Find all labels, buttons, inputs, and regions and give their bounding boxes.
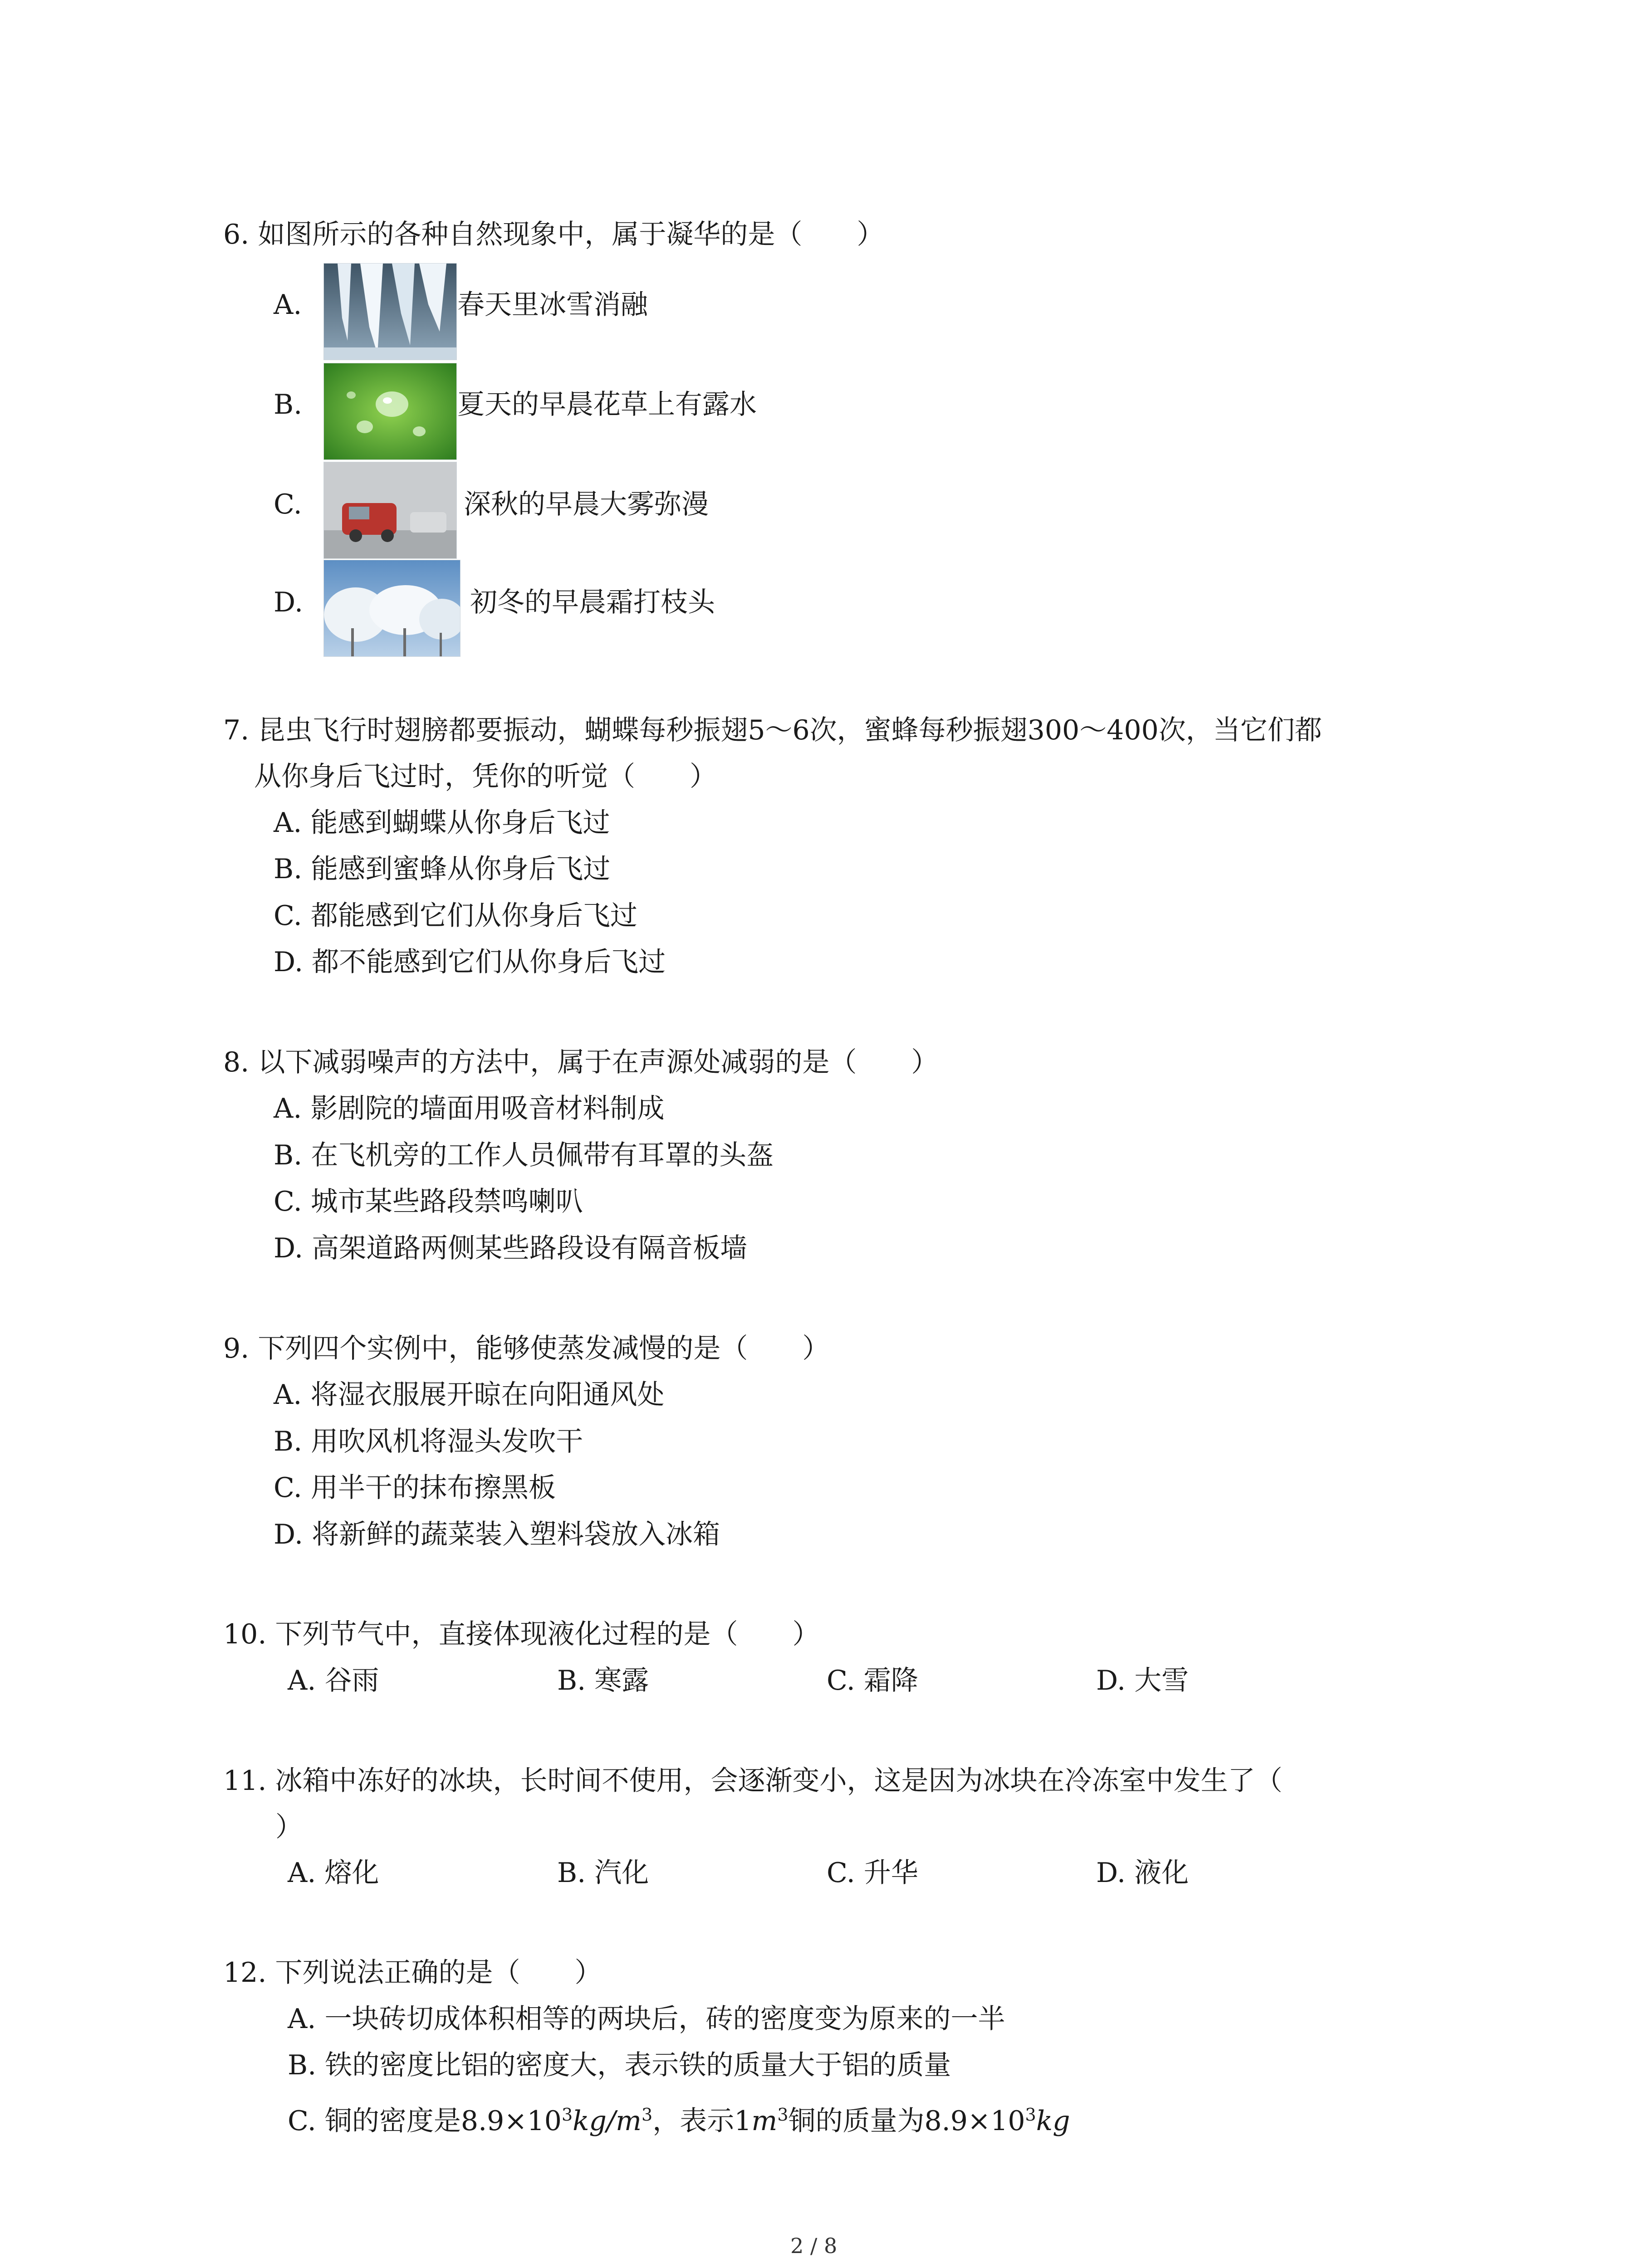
q8-option-a: A. 影剧院的墙面用吸音材料制成 xyxy=(274,1093,665,1124)
q7-stem-line1: 7. 昆虫飞行时翅膀都要振动，蝴蝶每秒振翅5～6次，蜜蜂每秒振翅300～400次，当它们都 xyxy=(223,714,1322,746)
q12-option-c-unit1: kg/m xyxy=(573,2105,642,2137)
fog-car-photo-icon xyxy=(323,462,457,559)
q9-option-b: B. 用吹风机将湿头发吹干 xyxy=(274,1426,583,1457)
q10-stem: 10. 下列节气中，直接体现液化过程的是（ ） xyxy=(223,1618,820,1650)
q11-option-d: D. 液化 xyxy=(1096,1857,1189,1889)
q7-stem-line2: 从你身后飞过时，凭你的听觉（ ） xyxy=(254,761,717,792)
q11-option-a: A. 熔化 xyxy=(288,1857,379,1889)
q12-option-c xyxy=(288,2105,1070,2137)
q8-option-b: B. 在飞机旁的工作人员佩带有耳罩的头盔 xyxy=(274,1139,774,1171)
q12-option-c-sup1: 3 xyxy=(561,2105,573,2125)
q12-option-c-sup4: 3 xyxy=(1025,2105,1036,2125)
q12-option-c-part3: 铜的质量为8.9×10 xyxy=(788,2105,1025,2137)
dew-drop-photo-icon xyxy=(323,363,457,460)
q9-option-c: C. 用半干的抹布擦黑板 xyxy=(274,1472,556,1504)
q12-option-b: B. 铁的密度比铝的密度大，表示铁的质量大于铝的质量 xyxy=(288,2049,951,2081)
q7-option-b: B. 能感到蜜蜂从你身后飞过 xyxy=(274,853,611,885)
q12-option-a: A. 一块砖切成体积相等的两块后，砖的密度变为原来的一半 xyxy=(288,2003,1005,2035)
q6-option-d-text: 初冬的早晨霜打枝头 xyxy=(470,587,715,618)
q11-stem-line1: 11. 冰箱中冻好的冰块，长时间不使用，会逐渐变小，这是因为冰块在冷冻室中发生了（ xyxy=(223,1765,1283,1797)
icicle-photo-icon xyxy=(323,263,457,360)
q8-option-c: C. 城市某些路段禁鸣喇叭 xyxy=(274,1186,583,1217)
q6-stem: 6. 如图所示的各种自然现象中，属于凝华的是（ ） xyxy=(223,219,884,250)
q11-stem-line2: ） xyxy=(275,1811,303,1843)
q7-option-d: D. 都不能感到它们从你身后飞过 xyxy=(274,946,666,978)
q9-stem: 9. 下列四个实例中，能够使蒸发减慢的是（ ） xyxy=(223,1333,830,1364)
q10-option-b: B. 寒露 xyxy=(557,1665,649,1696)
q10-option-c: C. 霜降 xyxy=(827,1665,918,1696)
frost-tree-photo-icon xyxy=(323,560,460,657)
q11-option-b: B. 汽化 xyxy=(557,1857,649,1889)
q6-option-c-text: 深秋的早晨大雾弥漫 xyxy=(464,489,709,520)
q12-option-c-unit2: m xyxy=(751,2105,778,2137)
q6-option-a-text: 春天里冰雪消融 xyxy=(457,289,648,321)
q8-option-d: D. 高架道路两侧某些路段设有隔音板墙 xyxy=(274,1232,748,1264)
q12-option-c-part1: C. 铜的密度是8.9×10 xyxy=(288,2105,562,2137)
q10-option-a: A. 谷雨 xyxy=(288,1665,379,1696)
q12-option-c-sup3: 3 xyxy=(777,2105,789,2125)
q8-stem: 8. 以下减弱噪声的方法中，属于在声源处减弱的是（ ） xyxy=(223,1046,939,1078)
q12-option-c-part2: ，表示1 xyxy=(652,2105,752,2137)
q6-option-b-text: 夏天的早晨花草上有露水 xyxy=(457,389,757,420)
q7-option-a: A. 能感到蝴蝶从你身后飞过 xyxy=(274,807,610,839)
q6-option-b-letter: B. xyxy=(274,389,303,420)
q12-stem: 12. 下列说法正确的是（ ） xyxy=(223,1957,602,1989)
q12-option-c-sup2: 3 xyxy=(642,2105,653,2125)
q7-option-c: C. 都能感到它们从你身后飞过 xyxy=(274,900,637,932)
q11-option-c: C. 升华 xyxy=(827,1857,918,1889)
q6-option-a-letter: A. xyxy=(274,289,302,321)
q9-option-a: A. 将湿衣服展开晾在向阳通风处 xyxy=(274,1379,665,1411)
q12-option-c-unit3: kg xyxy=(1036,2105,1070,2137)
q6-option-d-letter: D. xyxy=(274,587,304,618)
q6-option-c-letter: C. xyxy=(274,489,302,520)
page-number: 2 / 8 xyxy=(790,2234,838,2258)
q10-option-d: D. 大雪 xyxy=(1096,1665,1189,1696)
q9-option-d: D. 将新鲜的蔬菜装入塑料袋放入冰箱 xyxy=(274,1519,720,1550)
